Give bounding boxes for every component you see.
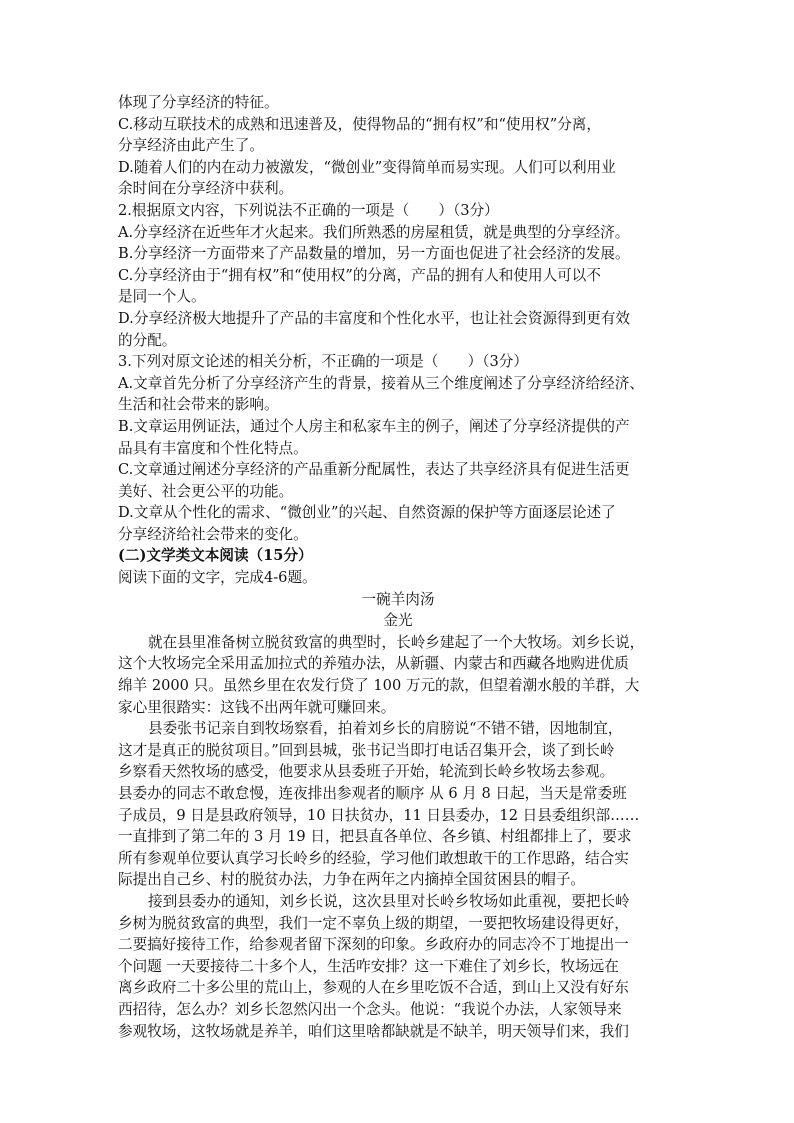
text-line: 这个大牧场完全采用孟加拉式的养殖办法，从新疆、内蒙古和西藏各地购进优质 [118, 655, 629, 673]
text-line: 是同一个人。 [118, 288, 206, 306]
text-line: 家心里很踏实：这钱不出两年就可赚回来。 [118, 698, 396, 716]
text-line: C.文章通过阐述分享经济的产品重新分配属性，表达了共享经济具有促进生活更 [118, 461, 630, 479]
text-line: 西招待，怎么办？刘乡长忽然闪出一个念头。他说：“我说个办法，人家领导来 [118, 1000, 622, 1018]
text-line: D.随着人们的内在动力被激发，“微创业”变得简单而易实现。人们可以利用业 [118, 158, 616, 176]
centered-title-line: 一碗羊肉汤 [361, 590, 435, 608]
text-line: 乡树为脱贫致富的典型，我们一定不辜负上级的期望，一要把牧场建设得更好， [118, 914, 629, 932]
text-line: 乡察看天然牧场的感受，他要求从县委班子开始，轮流到长岭乡牧场去参观。 [118, 763, 615, 781]
text-line: 阅读下面的文字，完成4-6题。 [118, 569, 317, 587]
text-line: C.移动互联技术的成熟和迅速普及，使得物品的“拥有权”和“使用权”分离， [118, 115, 601, 133]
text-line: 品具有丰富度和个性化特点。 [118, 439, 308, 457]
text-line: B.分享经济一方面带来了产品数量的增加，另一方面也促进了社会经济的发展。 [118, 245, 630, 263]
text-line: A.分享经济在近些年才火起来。我们所熟悉的房屋租赁，就是典型的分享经济。 [118, 223, 630, 241]
text-line: 的分配。 [118, 331, 177, 349]
text-line: 2.根据原文内容，下列说法不正确的一项是（ ）（3分） [118, 201, 499, 219]
text-line: 生活和社会带来的影响。 [118, 396, 279, 414]
text-line: 子成员，9 日是县政府领导，10 日扶贫办，11 日县委办，12 日县委组织部…… [118, 806, 640, 824]
text-line: 二要搞好接待工作，给参观者留下深刻的印象。乡政府办的同志冷不丁地提出一 [118, 936, 629, 954]
text-line: 县委办的同志不敢怠慢，连夜排出参观者的顺序 从 6 月 8 日起，当天是常委班 [118, 785, 627, 802]
text-line: 县委张书记亲自到牧场察看，拍着刘乡长的肩膀说“不错不错，因地制宜， [148, 720, 623, 738]
text-line: 一直排到了第二年的 3 月 19 日，把县直各单位、各乡镇、村组都排上了，要求 [118, 828, 632, 846]
text-line: 分享经济给社会带来的变化。 [118, 525, 308, 543]
text-line: 体现了分享经济的特征。 [118, 94, 279, 111]
text-line: D.分享经济极大地提升了产品的丰富度和个性化水平，也让社会资源得到更有效 [118, 309, 631, 327]
text-line: C.分享经济由于“拥有权”和“使用权”的分离，产品的拥有人和使用人可以不 [118, 266, 601, 284]
text-line: 就在县里准备树立脱贫致富的典型时，长岭乡建起了一个大牧场。刘乡长说， [148, 633, 645, 651]
text-line: 余时间在分享经济中获利。 [118, 180, 294, 198]
text-line: 美好、社会更公平的功能。 [118, 482, 294, 500]
section-heading: (二)文学类文本阅读（15分） [118, 547, 313, 565]
text-line: 3.下列对原文论述的相关分析，不正确的一项是（ ）（3分） [118, 353, 528, 371]
text-line: D.文章从个性化的需求、“微创业”的兴起、自然资源的保护等方面逐层论述了 [118, 504, 616, 522]
text-line: 参观牧场，这牧场就是养羊，咱们这里啥都缺就是不缺羊，明天领导们来，我们 [118, 1022, 629, 1040]
document-page [118, 92, 678, 1042]
text-line: 绵羊 2000 只。虽然乡里在农发行贷了 100 万元的款，但望着潮水般的羊群，大 [118, 677, 640, 695]
text-line: 个问题 一天要接待二十多个人，生活咋安排？这一下难住了刘乡长，牧场远在 [118, 957, 619, 975]
text-line: 所有参观单位要认真学习长岭乡的经验，学习他们敢想敢干的工作思路，结合实 [118, 849, 629, 867]
text-line: B.文章运用例证法，通过个人房主和私家车主的例子，阐述了分享经济提供的产 [118, 417, 630, 435]
centered-title-line: 金光 [383, 612, 413, 630]
text-line: A.文章首先分析了分享经济产生的背景，接着从三个维度阐述了分享经济给经济、 [118, 374, 644, 392]
text-line: 分享经济由此产生了。 [118, 137, 264, 155]
text-line: 离乡政府二十多公里的荒山上，参观的人在乡里吃饭不合适，到山上又没有好东 [118, 979, 629, 997]
text-line: 际提出自己乡、村的脱贫办法，力争在两年之内摘掉全国贫困县的帽子。 [118, 871, 586, 889]
text-line: 这才是真正的脱贫项目。”回到县城，张书记当即打电话召集开会，谈了到长岭 [118, 741, 615, 759]
text-line: 接到县委办的通知，刘乡长说，这次县里对长岭乡牧场如此重视，要把长岭 [148, 892, 630, 910]
